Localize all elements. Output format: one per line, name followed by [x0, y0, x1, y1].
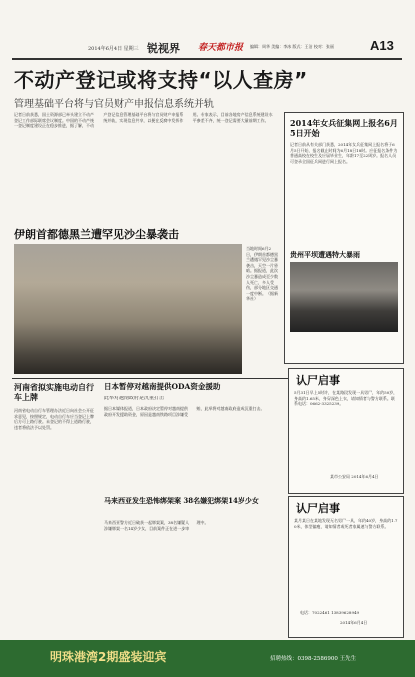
- masthead: [0, 0, 415, 62]
- oda-title: 日本暂停对越南提供ODA资金援助: [104, 382, 221, 391]
- lead-headline: 不动产登记或将支持“以人查房”: [14, 68, 308, 92]
- notice-2-tel: 电话：7022461 13839628949: [300, 610, 360, 615]
- masthead-rule: [12, 58, 402, 60]
- page-number: A13: [370, 38, 394, 53]
- lead-subhead: 管理基础平台将与官员财产申报信息系统并轨: [14, 99, 214, 110]
- ad-contact: 招聘热线：0398-2586900 王先生: [270, 656, 357, 662]
- kidnap-body: 马来西亚警方近日破获一起绑架案，38名嫌疑人涉嫌绑架一名14岁少女，目前案件正在进一步审理中。: [104, 520, 209, 531]
- recruit-body: 记者日前从有关部门获悉，2014年女兵征集网上报名将于6月5日开始，报名截止时间为6月18日18时。应征报名条件为普通高校在校生及应届毕业生，年龄17至22周岁。报名人员可登录全国征兵网进行网上报名。: [290, 142, 398, 164]
- kidnap-title: 马来西亚发生恐怖绑架案 38名嫌犯绑架14岁少女: [104, 496, 259, 505]
- notice-2-date: 2014年6月4日: [340, 620, 368, 625]
- storm-photo: [290, 262, 398, 332]
- recruit-title: 2014年女兵征集网上报名6月5日开始: [290, 118, 398, 138]
- bottom-advertisement[interactable]: [0, 640, 415, 677]
- photo-caption: 当地时间6月2日，伊朗首都德黑兰遭遇罕见沙尘暴袭击，天空一片昏暗。据报道，此次沙尘暴造成至少数人死亡，多人受伤，部分地区交通一度中断。（据新华社）: [246, 246, 278, 302]
- oda-body: 据日本媒体报道，日本政府决定暂停对越南提供政府开发援助资金，原因是越南铁路项目涉嫌受贿，此举将对越南政府造成沉重打击。: [104, 406, 265, 417]
- notice-2-body: 某月某日在某地发现无名男尸一具，年约40岁，身高约1.70米，体型偏瘦，请知情者或死者家属速与警方联系。: [294, 518, 398, 529]
- notice-1-body: 5月31日早上5时许，在某路段发现一具男尸，年约50岁，身高约1.65米，身穿深色上衣，请知情者与警方联系。联系电话：0662-3325239。: [294, 390, 398, 407]
- ad-slogan: 明珠港湾2期盛装迎宾: [50, 650, 167, 664]
- issue-date: 2014年6月4日 星期三: [88, 46, 139, 52]
- notice-1-sign: 某市公安局 2014年6月4日: [330, 474, 379, 479]
- ebike-title: 河南省拟实施电动自行车上牌: [14, 382, 94, 402]
- column-name: 锐视界: [147, 42, 180, 55]
- photo-story-title: 伊朗首都德黑兰遭罕见沙尘暴袭击: [14, 228, 179, 241]
- editor-line: 编辑：周华 美编：李冰 版式：王洁 校对：张丽: [250, 44, 334, 49]
- ebike-body: 河南省电动自行车管理办法近日向社会公开征求意见，按照规定，电动自行车应当登记上牌后方可上路行驶。未登记的不得上道路行驶，违者将依法予以处罚。: [14, 408, 94, 430]
- notice-1-title: 认尸启事: [296, 374, 340, 387]
- newspaper-logo: 春天都市报: [198, 43, 244, 53]
- storm-title: 贵州平坝遭遇特大暴雨: [290, 251, 360, 259]
- sandstorm-photo: [14, 244, 242, 374]
- oda-subtitle: 此举对越南政府是沉重打击: [104, 396, 165, 401]
- notice-2-title: 认尸启事: [296, 502, 340, 515]
- lead-body: 记者日前获悉，国土资源部已牵头建立不动产登记工作部际联席会议制度。中国的不动产统一登记制度建设正在稳步推进，据了解，不动产登记信息管理基础平台将与官员财产申报系统并轨，实现信息共享，以便在反腐中发挥作用。专家表示，目前各地房产信息系统建设水平参差不齐，统一登记需要大量前期工作。: [14, 112, 273, 129]
